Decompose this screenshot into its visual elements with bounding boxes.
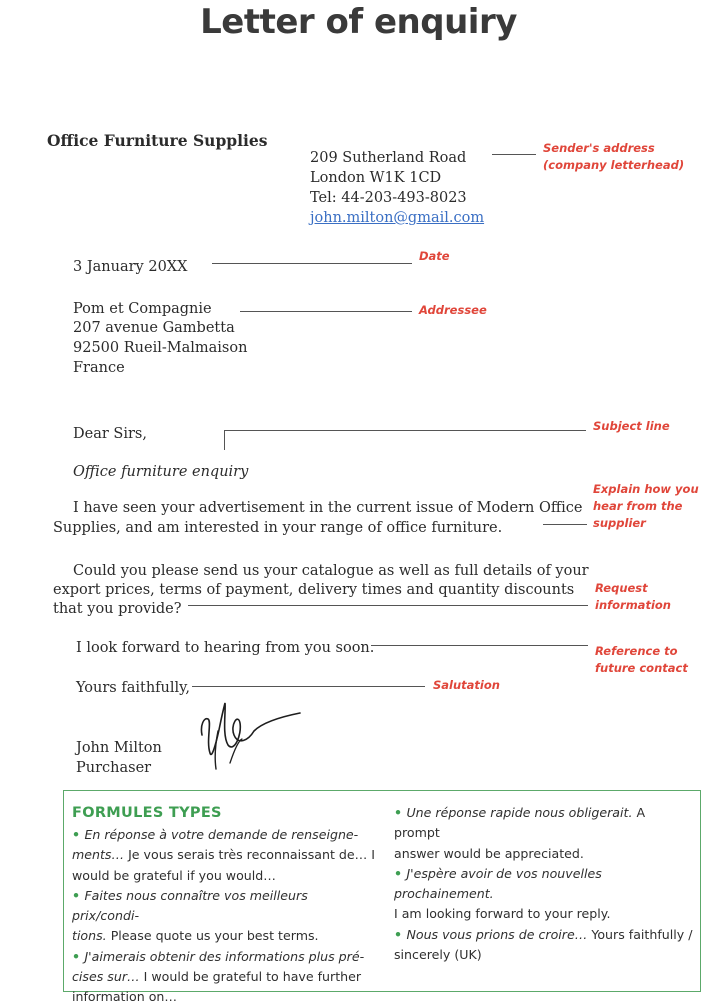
bullet-icon: • <box>394 865 407 881</box>
date-leader-line <box>212 263 412 264</box>
addressee-line-2: 207 avenue Gambetta <box>73 320 235 336</box>
closing: Yours faithfully, <box>76 680 191 696</box>
annotation-explain-2: hear from the <box>593 499 683 513</box>
formule-line <box>72 825 377 845</box>
formule-line <box>394 925 694 945</box>
addressee-line-1: Pom et Compagnie <box>73 301 212 317</box>
formules-right-column <box>394 803 694 965</box>
english-translation: information on… <box>72 989 177 1005</box>
annotation-explain-1: Explain how you <box>593 482 699 496</box>
salutation-leader-line <box>192 686 425 687</box>
formule-line <box>394 904 694 924</box>
annotation-request-2: information <box>595 598 671 612</box>
french-phrase: cises sur… <box>72 969 140 985</box>
annotation-reference-1: Reference to <box>595 644 678 658</box>
explain-leader-line <box>543 524 587 525</box>
addressee-leader-line <box>240 311 412 312</box>
signatory-name: John Milton <box>76 740 162 756</box>
annotation-salutation: Salutation <box>433 678 500 692</box>
sender-phone: Tel: 44-203-493-8023 <box>310 190 467 206</box>
english-translation: sincerely (UK) <box>394 947 482 963</box>
annotation-explain-3: supplier <box>593 516 646 530</box>
sender-city: London W1K 1CD <box>310 170 442 186</box>
formule-line <box>394 803 694 844</box>
formule-line <box>72 845 377 865</box>
formule-line <box>394 844 694 864</box>
sender-street: 209 Sutherland Road <box>310 150 467 166</box>
subject-leader-vertical <box>224 430 225 450</box>
annotation-request-1: Request <box>595 581 648 595</box>
company-name: Office Furniture Supplies <box>47 131 268 150</box>
formule-line <box>72 866 377 886</box>
formule-line <box>72 886 377 927</box>
addressee-line-4: France <box>73 360 125 376</box>
request-leader-line <box>188 605 588 606</box>
paragraph-2-line-3: that you provide? <box>53 601 182 617</box>
english-translation: I would be grateful to have further <box>139 969 362 985</box>
french-phrase: Faites nous connaître vos meilleurs prix/condi- <box>72 887 308 924</box>
formules-left-column <box>72 825 377 1008</box>
subject-leader-line <box>224 430 586 431</box>
bullet-icon: • <box>394 926 407 942</box>
sender-leader-line <box>492 154 536 155</box>
reference-leader-line <box>371 645 588 646</box>
paragraph-1-line-2: Supplies, and am interested in your range of office furniture. <box>53 520 503 536</box>
greeting: Dear Sirs, <box>73 426 147 442</box>
english-translation: I am looking forward to your reply. <box>394 906 611 922</box>
formule-line <box>394 945 694 965</box>
signatory-title: Purchaser <box>76 760 152 776</box>
french-phrase: tions. <box>72 928 107 944</box>
subject-line: Office furniture enquiry <box>73 464 249 480</box>
formule-line <box>72 926 377 946</box>
english-translation: Please quote us your best terms. <box>106 928 319 944</box>
bullet-icon: • <box>72 887 85 903</box>
bullet-icon: • <box>394 805 407 820</box>
french-phrase: ments… <box>72 847 125 863</box>
english-translation: A prompt <box>394 805 646 841</box>
annotation-subject: Subject line <box>593 419 670 433</box>
bullet-icon: • <box>72 948 85 964</box>
formules-heading: FORMULES TYPES <box>72 805 222 821</box>
french-phrase: Une réponse rapide nous obligerait. <box>406 805 633 820</box>
sender-email-link[interactable]: john.milton@gmail.com <box>310 210 485 226</box>
paragraph-3: I look forward to hearing from you soon. <box>76 640 375 656</box>
english-translation: answer would be appreciated. <box>394 845 584 861</box>
french-phrase: En réponse à votre demande de renseigne- <box>84 827 359 842</box>
formule-line <box>72 947 377 967</box>
annotation-sender-1: Sender's address <box>543 141 655 155</box>
formule-line <box>72 967 377 987</box>
annotation-date: Date <box>419 249 450 263</box>
french-phrase: J'aimerais obtenir des informations plus pré- <box>84 948 365 964</box>
addressee-line-3: 92500 Rueil-Malmaison <box>73 340 248 356</box>
paragraph-2-line-1: Could you please send us your catalogue as well as full details of your <box>73 563 589 579</box>
annotation-sender-2: (company letterhead) <box>543 158 685 172</box>
letter-date: 3 January 20XX <box>73 259 188 275</box>
bullet-icon: • <box>72 827 85 842</box>
annotation-addressee: Addressee <box>419 303 487 317</box>
page-title: Letter of enquiry <box>200 2 517 42</box>
french-phrase: Nous vous prions de croire… <box>406 926 588 942</box>
formule-line <box>394 864 694 905</box>
french-phrase: J'espère avoir de vos nouvelles prochainement. <box>394 865 602 902</box>
english-translation: Je vous serais très reconnaissant de… I <box>124 847 375 863</box>
signature-image <box>190 695 305 775</box>
paragraph-2-line-2: export prices, terms of payment, delivery times and quantity discounts <box>53 582 575 598</box>
english-translation: would be grateful if you would… <box>72 867 276 883</box>
formules-box <box>63 790 701 1005</box>
annotation-reference-2: future contact <box>595 661 688 675</box>
english-translation: Yours faithfully / <box>587 926 693 942</box>
paragraph-1-line-1: I have seen your advertisement in the current issue of Modern Office <box>73 500 583 516</box>
